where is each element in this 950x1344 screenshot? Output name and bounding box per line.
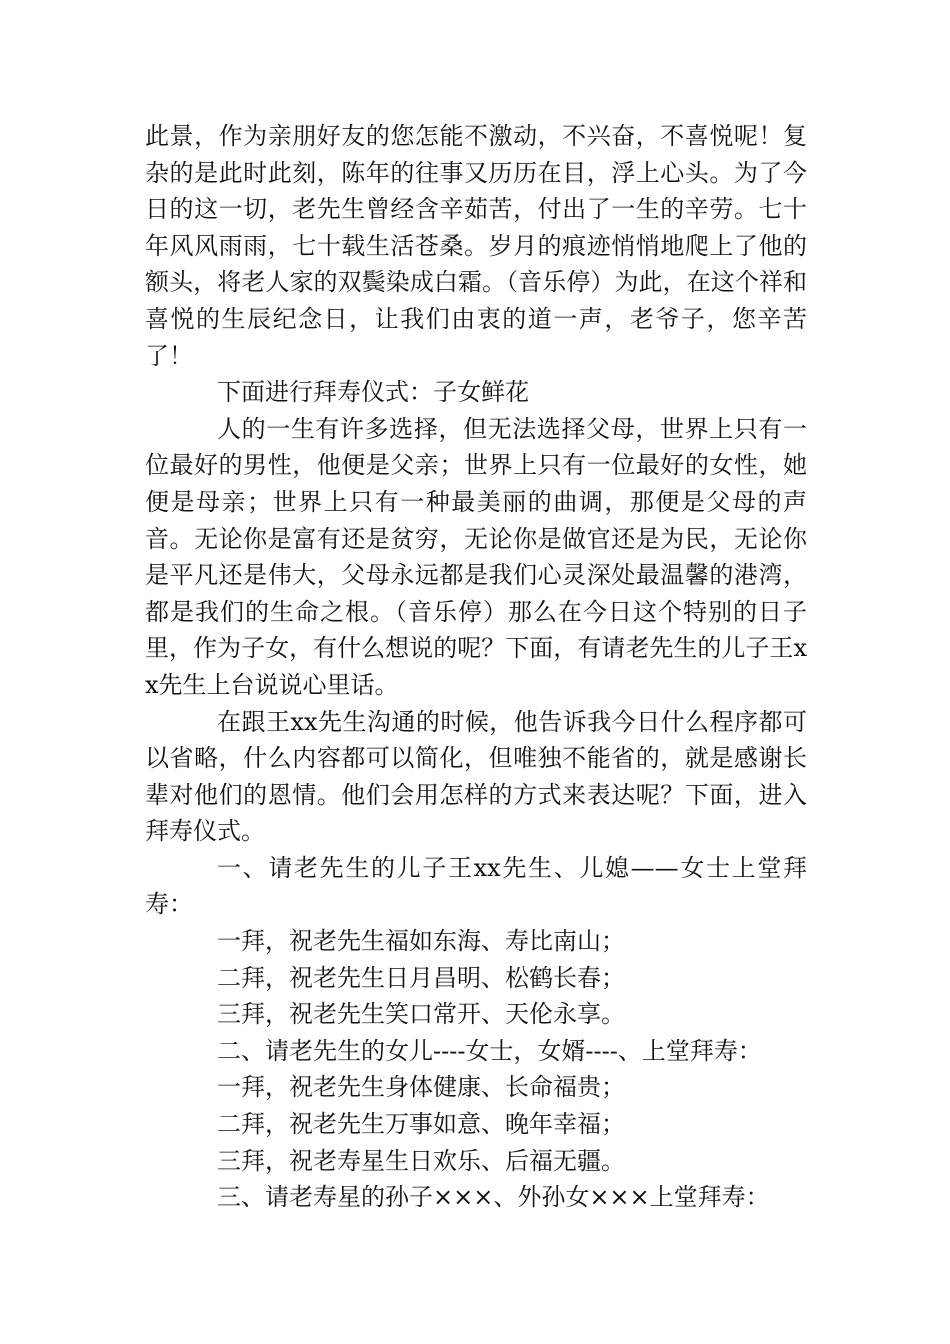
- ceremony-step-1-bow-2: 二拜，祝老先生日月昌明、松鹤长春；: [217, 963, 625, 992]
- paragraph-1: 此景，作为亲朋好友的您怎能不激动，不兴奋，不喜悦呢！复杂的是此时此刻，陈年的往事又历历在目，浮上心头。为了今日的这一切，老先生曾经含辛茹苦，付出了一生的辛劳。七十年风风雨雨，七十载生活苍桑。岁月的痕迹悄悄地爬上了他的额头，将老人家的双鬓染成白霜。（音乐停）为此，在这个祥和喜悦的生辰纪念日，让我们由衷的道一声，老爷子，您辛苦了！: [145, 122, 807, 370]
- ceremony-step-3-heading: 三、请老寿星的孙子×××、外孙女×××上堂拜寿：: [217, 1183, 770, 1212]
- ceremony-step-2-bow-3: 三拜，祝老寿星生日欢乐、后福无疆。: [217, 1146, 625, 1175]
- paragraph-3: 人的一生有许多选择，但无法选择父母，世界上只有一位最好的男性，他便是父亲；世界上只有一位最好的女性，她便是母亲；世界上只有一种最美丽的曲调，那便是父母的声音。无论你是富有还是贫穷，无论你是做官还是为民，无论你是平凡还是伟大，父母永远都是我们心灵深处最温馨的港湾，都是我们的生命之根。（音乐停）那么在今日这个特别的日子里，作为子女，有什么想说的呢？下面，有请老先生的儿子王xx先生上台说说心里话。: [145, 414, 807, 699]
- ceremony-step-2-bow-1: 一拜，祝老先生身体健康、长命福贵；: [217, 1073, 625, 1102]
- ceremony-step-2-heading: 二、请老先生的女儿----女士，女婿----、上堂拜寿：: [217, 1036, 762, 1065]
- document-body: [145, 118, 807, 1216]
- paragraph-2: 下面进行拜寿仪式：子女鲜花: [217, 378, 529, 407]
- paragraph-4: 在跟王xx先生沟通的时候，他告诉我今日什么程序都可以省略，什么内容都可以简化，但唯独不能省的，就是感谢长辈对他们的恩情。他们会用怎样的方式来表达呢？下面，进入拜寿仪式。: [145, 707, 807, 846]
- ceremony-step-1-bow-1: 一拜，祝老先生福如东海、寿比南山；: [217, 927, 625, 956]
- ceremony-step-1-heading: 一、请老先生的儿子王xx先生、儿媳——女士上堂拜寿：: [145, 853, 807, 919]
- ceremony-step-2-bow-2: 二拜，祝老先生万事如意、晚年幸福；: [217, 1110, 625, 1139]
- ceremony-step-1-bow-3: 三拜，祝老先生笑口常开、天伦永享。: [217, 1000, 625, 1029]
